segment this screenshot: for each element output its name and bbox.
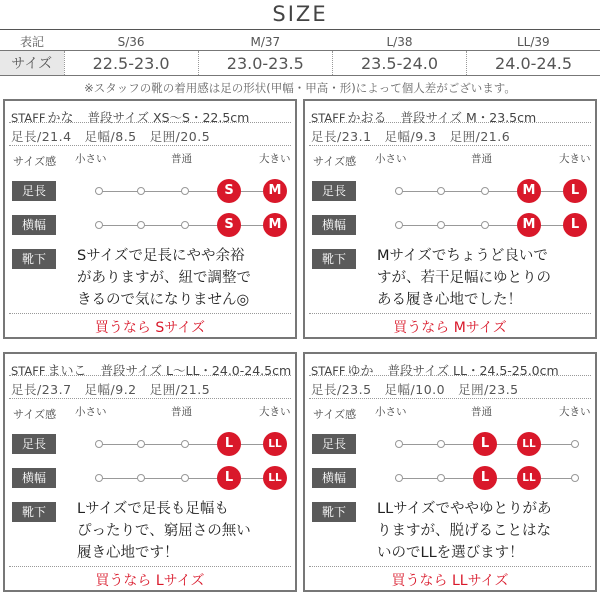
staff-prefix: STAFF <box>11 364 46 378</box>
purchase-verdict: 買うなら Sサイズ <box>94 320 206 336</box>
size-badge: L <box>473 466 497 490</box>
comment-line: きるので気になりません◎ <box>77 292 250 308</box>
comment-line: Sサイズで足長にやや余裕 <box>77 248 245 264</box>
header-divider <box>9 122 291 123</box>
staff-prefix: STAFF <box>11 111 46 125</box>
size-table <box>0 33 600 76</box>
size-col-label: S/36 <box>117 34 145 49</box>
size-badge: L <box>563 213 587 237</box>
size-range: 22.5-23.0 <box>64 51 198 76</box>
size-range: 24.0-24.5 <box>467 51 600 76</box>
measures-divider <box>309 145 591 146</box>
foot-measures: 足長/21.4 足幅/8.5 足囲/20.5 <box>11 129 211 144</box>
size-badge: L <box>217 432 241 456</box>
size-badge: L <box>217 466 241 490</box>
scale-dot <box>181 474 189 482</box>
size-feel-label: サイズ感 <box>313 408 357 421</box>
scale-dot <box>95 187 103 195</box>
row-tag-socks: 靴下 <box>312 502 356 522</box>
header-divider <box>9 375 291 376</box>
size-badge: LL <box>263 466 287 490</box>
comment-line: ある履き心地でした！ <box>377 292 522 308</box>
size-badge: M <box>517 213 541 237</box>
page-title: SIZE <box>272 2 328 26</box>
header-divider <box>309 375 591 376</box>
row-tag-length: 足長 <box>12 434 56 454</box>
row-tag-socks: 靴下 <box>312 249 356 269</box>
foot-measures: 足長/23.1 足幅/9.3 足囲/21.6 <box>311 129 511 144</box>
purchase-verdict: 買うなら LLサイズ <box>391 573 509 589</box>
staff-name: まいこ <box>47 364 87 379</box>
size-badge: S <box>217 213 241 237</box>
comment-line: りますが、脱げることはな <box>377 523 551 539</box>
staff-header <box>311 107 589 126</box>
row-tag-length: 足長 <box>312 434 356 454</box>
scale-dot <box>395 187 403 195</box>
size-badge: LL <box>517 466 541 490</box>
size-row-label: サイズ <box>0 51 64 76</box>
scale-dot <box>137 440 145 448</box>
row-tag-width: 横幅 <box>312 468 356 488</box>
scale-small: 小さい <box>375 153 407 165</box>
size-feel-label: サイズ感 <box>313 155 357 168</box>
scale-dot <box>481 221 489 229</box>
staff-prefix: STAFF <box>311 364 346 378</box>
scale-dot <box>181 440 189 448</box>
size-table-header-label: 表記 <box>19 35 44 49</box>
comment-line: Mサイズでちょうど良いで <box>377 248 548 264</box>
scale-dot <box>395 221 403 229</box>
scale-dot <box>437 474 445 482</box>
scale-normal: 普通 <box>471 153 492 165</box>
staff-name: ゆか <box>347 364 374 379</box>
scale-normal: 普通 <box>171 153 192 165</box>
staff-name: かな <box>47 111 74 126</box>
staff-card <box>3 99 297 339</box>
measures-divider <box>9 398 291 399</box>
scale-dot <box>437 221 445 229</box>
scale-large: 大きい <box>559 153 591 165</box>
size-badge: M <box>263 179 287 203</box>
staff-prefix: STAFF <box>311 111 346 125</box>
usual-size: 普段サイズ LL・24.5-25.0cm <box>387 363 559 378</box>
row-tag-width: 横幅 <box>12 468 56 488</box>
comment-line: Lサイズで足長も足幅も <box>77 501 229 517</box>
size-col-label: L/38 <box>386 34 413 49</box>
size-badge: LL <box>517 432 541 456</box>
row-tag-width: 横幅 <box>12 215 56 235</box>
measures-divider <box>309 398 591 399</box>
staff-card <box>303 99 597 339</box>
title-divider <box>0 29 600 30</box>
scale-dot <box>181 187 189 195</box>
scale-small: 小さい <box>375 406 407 418</box>
size-badge: M <box>517 179 541 203</box>
staff-card <box>3 352 297 592</box>
comment-line: LLサイズでややゆとりがあ <box>377 501 552 517</box>
scale-dot <box>95 221 103 229</box>
scale-dot <box>571 440 579 448</box>
fit-note: ※スタッフの靴の着用感は足の形状(甲幅・甲高・形)によって個人差がございます。 <box>84 81 516 95</box>
size-col-label: M/37 <box>250 34 281 49</box>
scale-dot <box>137 474 145 482</box>
row-tag-length: 足長 <box>312 181 356 201</box>
comment-line: すが、若干足幅にゆとりの <box>377 270 551 286</box>
size-badge: LL <box>263 432 287 456</box>
scale-dot <box>437 440 445 448</box>
purchase-verdict: 買うなら Mサイズ <box>393 320 507 336</box>
comment-line: いのでLLを選びます！ <box>377 545 524 561</box>
size-range: 23.5-24.0 <box>332 51 466 76</box>
usual-size: 普段サイズ XS〜S・22.5cm <box>87 110 250 125</box>
purchase-verdict: 買うなら Lサイズ <box>95 573 205 589</box>
scale-dot <box>181 221 189 229</box>
staff-comment <box>377 245 591 311</box>
usual-size: 普段サイズ M・23.5cm <box>400 110 537 125</box>
size-badge: M <box>263 213 287 237</box>
foot-measures: 足長/23.7 足幅/9.2 足囲/21.5 <box>11 382 211 397</box>
staff-comment <box>77 245 291 311</box>
scale-dot <box>95 440 103 448</box>
scale-large: 大きい <box>259 153 291 165</box>
size-feel-label: サイズ感 <box>13 408 57 421</box>
size-badge: S <box>217 179 241 203</box>
foot-measures: 足長/23.5 足幅/10.0 足囲/23.5 <box>311 382 519 397</box>
row-tag-socks: 靴下 <box>12 502 56 522</box>
scale-large: 大きい <box>259 406 291 418</box>
scale-normal: 普通 <box>471 406 492 418</box>
row-tag-socks: 靴下 <box>12 249 56 269</box>
scale-large: 大きい <box>559 406 591 418</box>
size-badge: L <box>563 179 587 203</box>
header-divider <box>309 122 591 123</box>
comment-line: がありますが、紐で調整で <box>77 270 251 286</box>
comment-line: 履き心地です！ <box>77 545 179 561</box>
scale-dot <box>137 187 145 195</box>
scale-dot <box>481 187 489 195</box>
usual-size: 普段サイズ L〜LL・24.0-24.5cm <box>100 363 292 378</box>
size-feel-label: サイズ感 <box>13 155 57 168</box>
scale-small: 小さい <box>75 406 107 418</box>
row-tag-length: 足長 <box>12 181 56 201</box>
scale-small: 小さい <box>75 153 107 165</box>
scale-dot <box>395 440 403 448</box>
size-range: 23.0-23.5 <box>198 51 332 76</box>
verdict-divider <box>9 313 291 314</box>
verdict-divider <box>9 566 291 567</box>
row-tag-width: 横幅 <box>312 215 356 235</box>
staff-card <box>303 352 597 592</box>
scale-dot <box>137 221 145 229</box>
size-badge: L <box>473 432 497 456</box>
staff-name: かおる <box>347 111 387 126</box>
measures-divider <box>9 145 291 146</box>
verdict-divider <box>309 313 591 314</box>
staff-comment <box>77 498 291 564</box>
staff-header <box>11 107 289 126</box>
scale-dot <box>571 474 579 482</box>
comment-line: ぴったりで、窮屈さの無い <box>77 523 251 539</box>
scale-dot <box>437 187 445 195</box>
scale-normal: 普通 <box>171 406 192 418</box>
size-col-label: LL/39 <box>516 34 550 49</box>
staff-header <box>311 360 589 379</box>
staff-comment <box>377 498 591 564</box>
scale-dot <box>395 474 403 482</box>
staff-header <box>11 360 292 379</box>
scale-dot <box>95 474 103 482</box>
verdict-divider <box>309 566 591 567</box>
